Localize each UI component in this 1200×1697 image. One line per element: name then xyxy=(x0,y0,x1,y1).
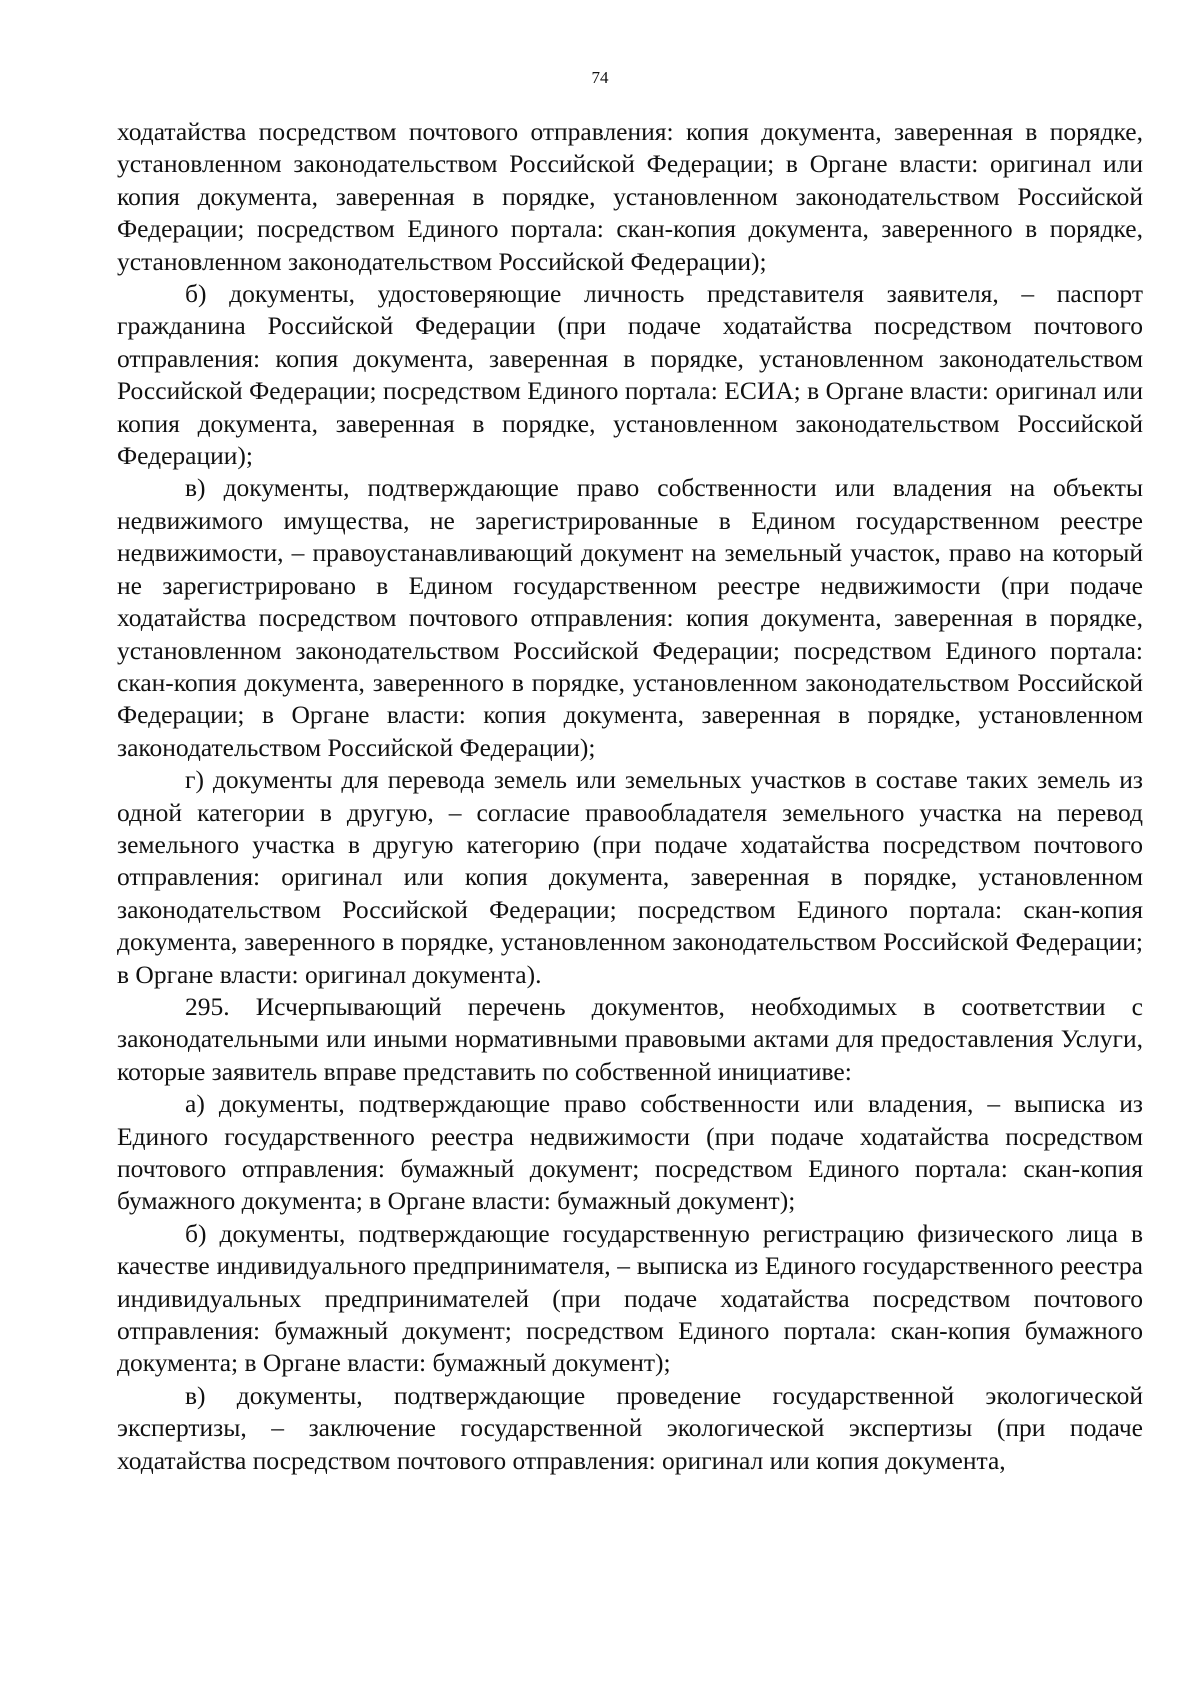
paragraph-item-a-ownership-extract: а) документы, подтверждающие право собственности или владения, – выписка из Единого государственного реестра недвижимости (при подаче ходатайства посредством почтового отправления: бумажный документ; посредством Единого портала: скан-копия бумажного документа; в Органе власти: бумажный документ); xyxy=(117,1089,1143,1216)
paragraph-item-b-representative-identity: б) документы, удостоверяющие личность представителя заявителя, – паспорт гражданина Российской Федерации (при подаче ходатайства посредством почтового отправления: копия документа, заверенная в порядке, установленном законодательством Российской Федерации; посредством Единого портала: ЕСИА; в Органе власти: оригинал или копия документа, заверенная в порядке, установленном законодательством Российской Федерации); xyxy=(117,279,1143,471)
paragraph-item-g-land-transfer: г) документы для перевода земель или земельных участков в составе таких земель из одной категории в другую, – согласие правообладателя земельного участка на перевод земельного участка в другую категорию (при подаче ходатайства посредством почтового отправления: оригинал или копия документа, заверенная в порядке, установленном законодательством Российской Федерации; посредством Единого портала: скан-копия документа, заверенного в порядке, установленном законодательством Российской Федерации; в Органе власти: оригинал документа). xyxy=(117,765,1143,989)
paragraph-item-b-entrepreneur-registration: б) документы, подтверждающие государственную регистрацию физического лица в качестве индивидуального предпринимателя, – выписка из Единого государственного реестра индивидуальных предпринимателей (при подаче ходатайства посредством почтового отправления: бумажный документ; посредством Единого портала: скан-копия бумажного документа; в Органе власти: бумажный документ); xyxy=(117,1218,1143,1378)
paragraph-item-v-property-rights: в) документы, подтверждающие право собственности или владения на объекты недвижимого имущества, не зарегистрированные в Едином государственном реестре недвижимости, – правоустанавливающий документ на земельный участок, право на который не зарегистрировано в Едином государственном реестре недвижимости (при подаче ходатайства посредством почтового отправления: копия документа, заверенная в порядке, установленном законодательством Российской Федерации; посредством Единого портала: скан-копия документа, заверенного в порядке, установленном законодательством Российской Федерации; в Органе власти: копия документа, заверенная в порядке, установленном законодательством Российской Федерации); xyxy=(117,473,1143,762)
document-body xyxy=(117,116,1143,1477)
paragraph-item-v-ecological-expertise: в) документы, подтверждающие проведение государственной экологической экспертизы, – заключение государственной экологической экспертизы (при подаче ходатайства посредством почтового отправления: оригинал или копия документа, xyxy=(117,1380,1143,1475)
paragraph-continuation: ходатайства посредством почтового отправления: копия документа, заверенная в порядке, установленном законодательством Российской Федерации; в Органе власти: оригинал или копия документа, заверенная в порядке, установленном законодательством Российской Федерации; посредством Единого портала: скан-копия документа, заверенного в порядке, установленном законодательством Российской Федерации); xyxy=(117,117,1143,276)
page-number: 74 xyxy=(591,68,609,87)
paragraph-clause-295: 295. Исчерпывающий перечень документов, необходимых в соответствии с законодательными или иными нормативными правовыми актами для предоставления Услуги, которые заявитель вправе представить по собственной инициативе: xyxy=(117,991,1143,1086)
